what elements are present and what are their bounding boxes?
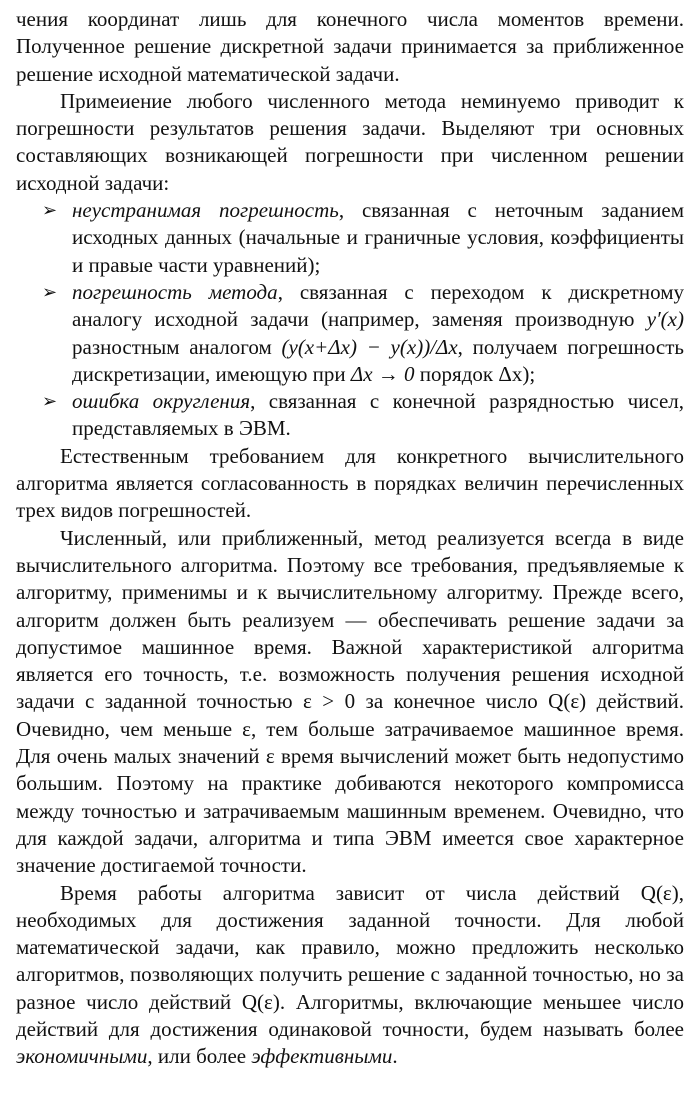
math-derivative: y′(x) <box>646 307 684 332</box>
list-item-rounding-error: ➢ ошибка округления, связанная с конечной разрядностью чисел, представляемых в ЭВМ. <box>42 389 684 441</box>
paragraph-error-sources: Примеиение любого численного метода неминуемо приводит к погрешности результатов решения задачи. Выделяют три основных составляющих возникающей погрешности при численном решении исходной задачи: <box>16 88 684 195</box>
document-page <box>16 6 684 1071</box>
term-rounding-error: ошибка округления <box>72 389 251 414</box>
arrow-bullet-icon: ➢ <box>42 281 58 303</box>
list-item-method-error: ➢ погрешность метода, связанная с переходом к дискретному аналогу исходной задачи (например, заменяя производную y′(x) разностным аналогом (y(x+Δx) − y(x))/Δx, получаем погрешность дискретизации, имеющую при Δx → 0 порядок Δx); <box>42 279 684 386</box>
math-limit: Δx → 0 <box>350 361 415 386</box>
paragraph-algorithm: Численный, или приближенный, метод реализуется всегда в виде вычислительного алгоритма. Поэтому все требования, предъявляемые к алгоритму, применимы и к вычислительному алгоритму. Прежде всего, алгоритм должен быть реализуем — обеспечивать решение задачи за допустимое машинное время. Важной характеристикой алгоритма является его точность, т.е. возможность получения решения исходной задачи с заданной точностью ε > 0 за конечное число Q(ε) действий. Очевидно, чем меньше ε, тем больше затрачиваемое машинное время. Для очень малых значений ε время вычислений может быть недопустимо большим. Поэтому на практике добиваются некоторого компромисса между точностью и затрачиваемым машинным временем. Очевидно, что для каждой задачи, алгоритма и типа ЭВМ имеется свое характерное значение достигаемой точности. <box>16 525 684 878</box>
math-difference-analog: (y(x+Δx) − y(x))/Δx <box>281 334 458 359</box>
term-irreducible-error: неустранимая погрешность <box>72 198 339 223</box>
term-method-error: погрешность метода <box>72 279 278 304</box>
error-types-list <box>16 197 684 443</box>
term-economical: экономичными <box>16 1044 148 1069</box>
arrow-bullet-icon: ➢ <box>42 200 58 222</box>
list-item-irreducible-error: ➢ неустранимая погрешность, связанная с неточным заданием исходных данных (начальные и граничные условия, коэффициенты и правые части уравнений); <box>42 198 684 277</box>
term-efficient: эффективными <box>251 1044 393 1069</box>
paragraph-continuation: чения координат лишь для конечного числа моментов времени. Полученное решение дискретной задачи принимается за приближенное решение исходной математической задачи. <box>16 7 684 86</box>
paragraph-efficiency: Время работы алгоритма зависит от числа действий Q(ε), необходимых для достижения заданной точности. Для любой математической задачи, как правило, можно предложить несколько алгоритмов, позволяющих получить решение с заданной точностью, но за разное число действий Q(ε). Алгоритмы, включающие меньшее число действий для достижения одинаковой точности, будем называть более экономичными, или более эффективными. <box>16 880 684 1069</box>
paragraph-consistency: Естественным требованием для конкретного вычислительного алгоритма является согласованность в порядках величин перечисленных трех видов погрешностей. <box>16 443 684 523</box>
arrow-bullet-icon: ➢ <box>42 391 58 413</box>
